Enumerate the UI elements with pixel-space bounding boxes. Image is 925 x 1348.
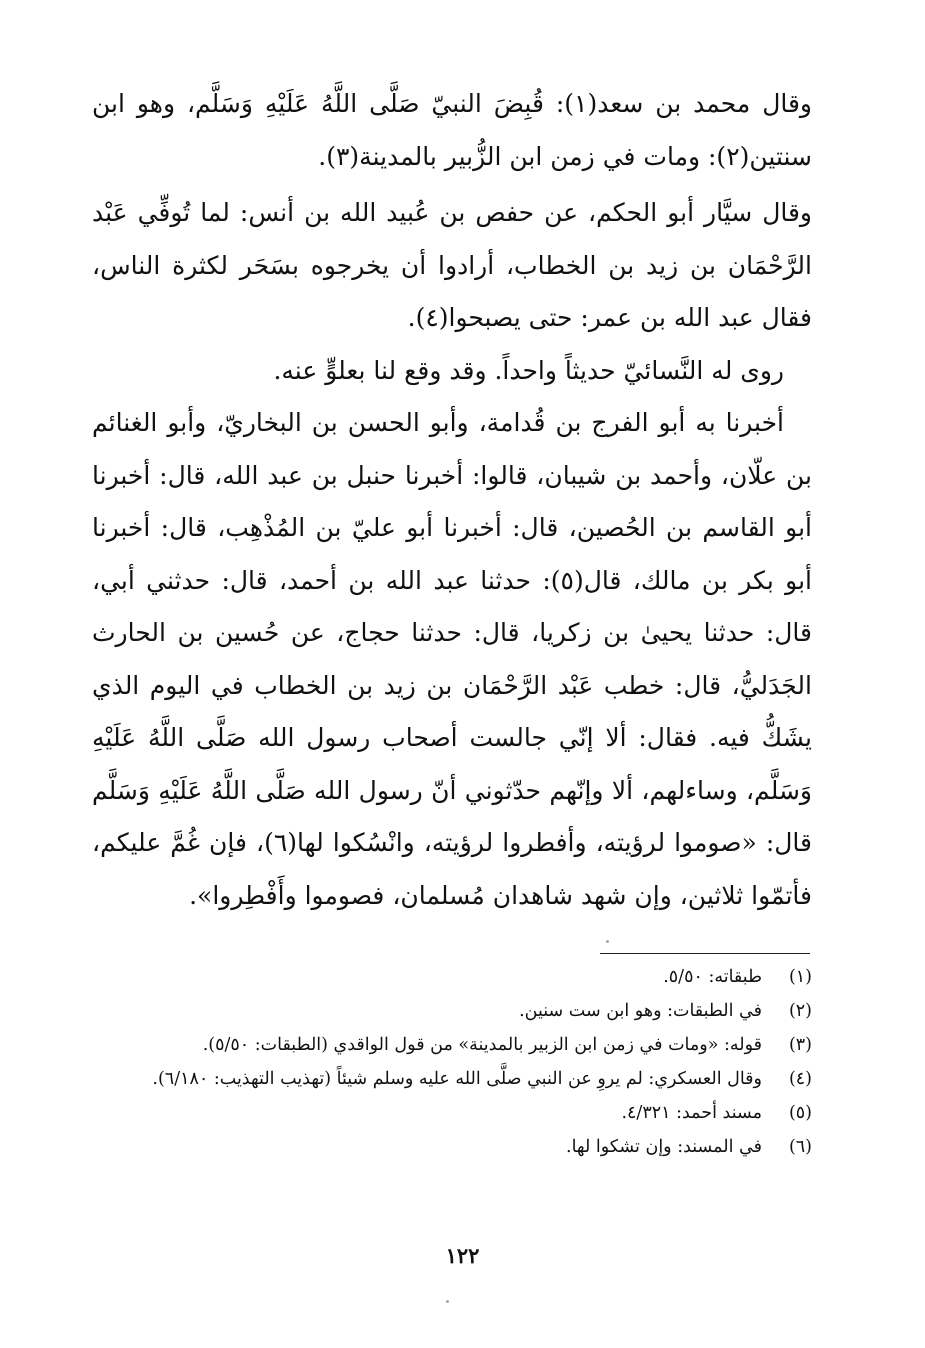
- footnote-4: [92, 1062, 812, 1096]
- scan-speck: [606, 940, 609, 943]
- footnote-1: [92, 960, 812, 994]
- page-number: ١٢٢: [445, 1243, 480, 1268]
- paragraph-sayyar: وقال سيَّار أبو الحكم، عن حفص بن عُبيد الله بن أنس: لما تُوفِّي عَبْد الرَّحْمَان بن زيد بن الخطاب، أرادوا أن يخرجوه بسَحَر لكثرة الناس، فقال عبد الله بن عمر: حتى يصبحوا(٤).: [92, 198, 812, 332]
- footnote-text: في الطبقات: وهو ابن ست سنين.: [519, 1001, 762, 1021]
- footnote-text: وقال العسكري: لم يروِ عن النبي صلَّى الله عليه وسلم شيئاً (تهذيب التهذيب: ٦/١٨٠).: [152, 1069, 762, 1089]
- footnote-number: (٥): [788, 1103, 812, 1123]
- footnote-2: [92, 994, 812, 1028]
- footnote-number: (٤): [788, 1069, 812, 1089]
- footnote-text: في المسند: وإن تشكوا لها.: [566, 1137, 762, 1157]
- paragraph-isnad: أخبرنا به أبو الفرج بن قُدامة، وأبو الحسن بن البخاريّ، وأبو الغنائم بن علّان، وأحمد بن شيبان، قالوا: أخبرنا حنبل بن عبد الله، قال: أخبرنا أبو القاسم بن الحُصين، قال: أخبرنا أبو عليّ بن المُذْهِب، قال: أخبرنا أبو بكر بن مالك، قال(٥): حدثنا عبد الله بن أحمد، قال: حدثني أبي، قال: حدثنا يحيىٰ بن زكريا، قال: حدثنا حجاج، عن حُسين بن الحارث الجَدَليُّ، قال: خطب عَبْد الرَّحْمَان بن زيد بن الخطاب في اليوم الذي يشَكُّ فيه. فقال: ألا إنّي جالست أصحاب رسول الله صَلَّى اللَّهُ عَلَيْهِ وَسَلَّم، وساءلهم، ألا وإنّهم حدّثوني أنّ رسول الله صَلَّى اللَّهُ عَلَيْهِ وَسَلَّم قال: «صوموا لرؤيته، وأفطروا لرؤيته، وانْسُكوا لها(٦)، فإن غُمَّ عليكم، فأتمّوا ثلاثين، وإن شهد شاهدان مُسلمان، فصوموا وأَفْطِروا».: [92, 408, 812, 910]
- footnote-number: (٦): [788, 1137, 812, 1157]
- paragraph-nasai: روى له النَّسائيّ حديثاً واحداً. وقد وقع لنا بعلوٍّ عنه.: [273, 355, 784, 385]
- footnote-number: (٢): [788, 1001, 812, 1021]
- main-text: [92, 78, 812, 922]
- footnote-text: طبقاته: ٥/٥٠.: [663, 967, 762, 987]
- footnote-5: [92, 1096, 812, 1130]
- footnote-3: [92, 1028, 812, 1062]
- footnote-text: قوله: «ومات في زمن ابن الزبير بالمدينة» من قول الواقدي (الطبقات: ٥/٥٠).: [202, 1035, 762, 1055]
- footnote-text: مسند أحمد: ٤/٣٢١.: [621, 1103, 762, 1123]
- footnote-number: (٣): [788, 1035, 812, 1055]
- paragraph-ibn-saad: وقال محمد بن سعد(١): قُبِضَ النبيّ صَلَّى اللَّهُ عَلَيْهِ وَسَلَّم، وهو ابن سنتين(٢): ومات في زمن ابن الزُّبير بالمدينة(٣).: [92, 89, 813, 171]
- footnotes: [92, 960, 812, 1164]
- footnote-number: (١): [788, 967, 812, 987]
- footnote-6: [92, 1130, 812, 1164]
- scan-speck: [446, 1300, 449, 1303]
- footnote-separator: [600, 953, 810, 954]
